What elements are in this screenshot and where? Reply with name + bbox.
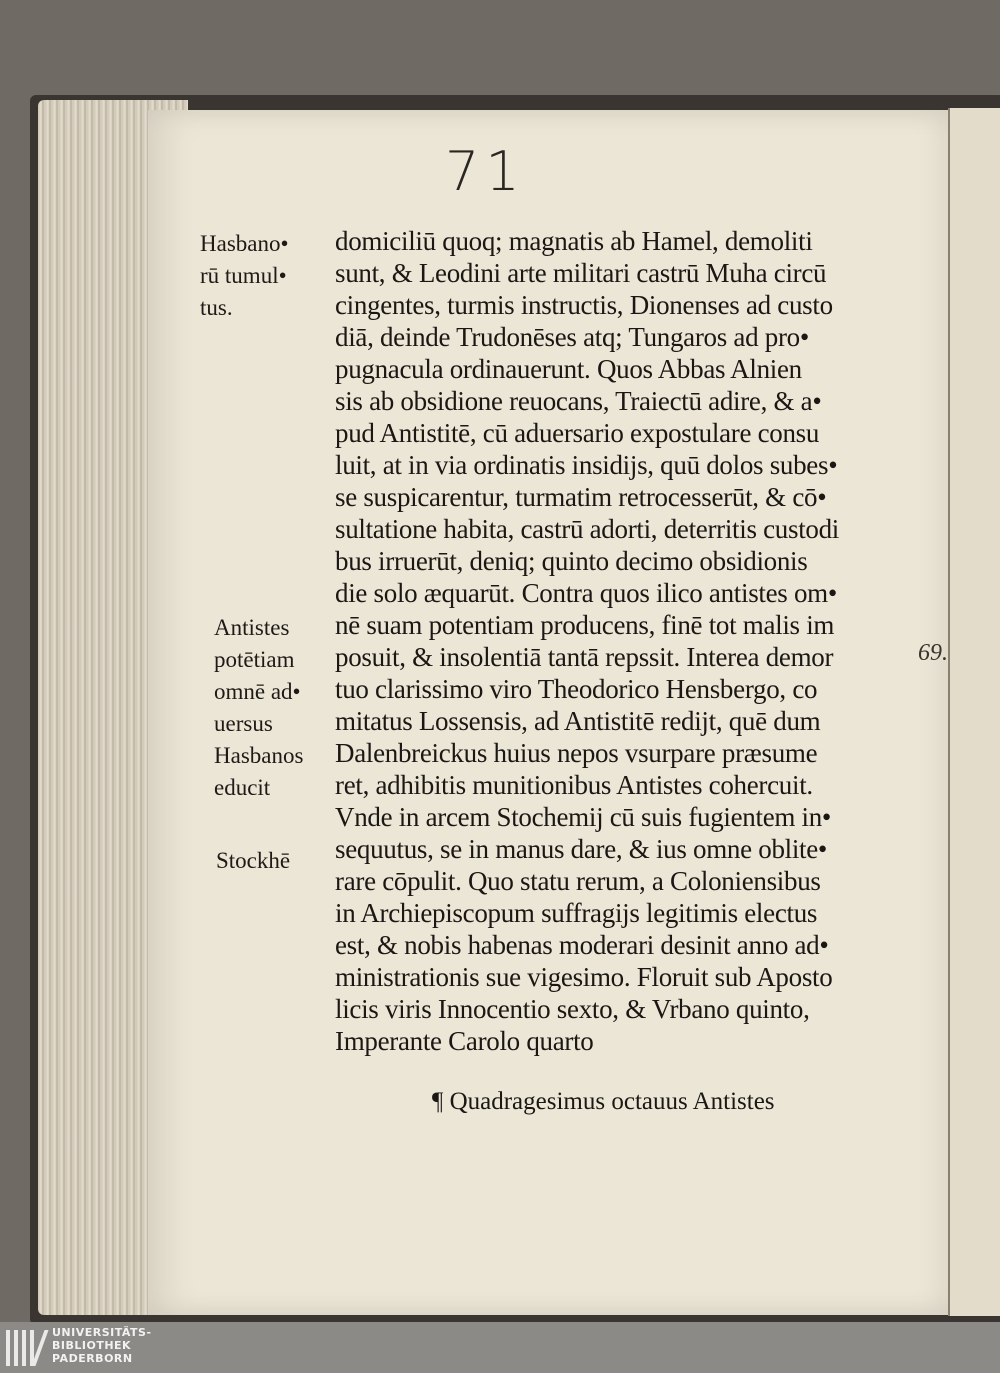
text-line: rare cōpulit. Quo statu rerum, a Coloniensibus [335,866,821,896]
text-line: pud Antistitē, cū aduersario expostulare consu [335,418,820,448]
text-line: sequutus, se in manus dare, & ius omne oblite• [335,834,828,864]
text-line: Imperante Carolo quarto [335,1026,594,1056]
text-line: bus irruerūt, deniq; quinto decimo obsidionis [335,546,808,576]
text-line: nē suam potentiam producens, finē tot malis im [335,610,835,640]
library-line: BIBLIOTHEK [52,1339,132,1352]
text-line: Dalenbreickus huius nepos vsurpare præsume [335,738,818,768]
text-line: sunt, & Leodini arte militari castrū Muha circū [335,258,827,288]
text-line: est, & nobis habenas moderari desinit anno ad• [335,930,829,960]
text-line: posuit, & insolentiā tantā repssit. Interea demor [335,642,834,672]
library-logo-icon [6,1330,46,1366]
text-line: luit, at in via ordinatis insidijs, quū dolos subes• [335,450,838,480]
catchline: ¶ Quadragesimus octauus Antistes [432,1088,775,1115]
margin-note-antistes: Antistes potētiam omnē ad• uersus Hasbanos educit [214,615,304,800]
text-line: mitatus Lossensis, ad Antistitē redijt, quē dum [335,706,821,736]
text-line: domiciliū quoq; magnatis ab Hamel, demoliti [335,226,813,256]
text-line: sultatione habita, castrū adorti, deterritis custodi [335,514,840,544]
library-name [52,1326,152,1365]
text-line: die solo æquarūt. Contra quos ilico antistes om• [335,578,838,608]
facing-page-edge [948,108,1000,1316]
folio-number: 71 [445,140,526,203]
text-line: licis viris Innocentio sexto, & Vrbano quinto, [335,994,810,1024]
text-line: in Archiepiscopum suffragijs legitimis electus [335,898,818,928]
library-line: UNIVERSITÄTS- [52,1326,152,1339]
text-line: ret, adhibitis munitionibus Antistes cohercuit. [335,770,813,800]
margin-note-hasbanorum: Hasbano• rū tumul• tus. [200,231,289,320]
handwritten-annotation: 69. [918,640,948,666]
library-footer [0,1322,1000,1373]
text-line: Vnde in arcem Stochemij cū suis fugientem in• [335,802,832,832]
text-line: cingentes, turmis instructis, Dionenses ad custo [335,290,833,320]
text-line: sis ab obsidione reuocans, Traiectū adire, & a• [335,386,822,416]
text-line: ministrationis sue vigesimo. Floruit sub Aposto [335,962,833,992]
library-line: PADERBORN [52,1352,133,1365]
text-line: se suspicarentur, turmatim retrocesserūt, & cō• [335,482,827,512]
text-line: tuo clarissimo viro Theodorico Hensbergo, co [335,674,818,704]
margin-note-stockhe: Stockhē [216,848,291,873]
text-line: diā, deinde Trudonēses atq; Tungaros ad pro• [335,322,809,352]
text-line: pugnacula ordinauerunt. Quos Abbas Alnien [335,354,802,384]
